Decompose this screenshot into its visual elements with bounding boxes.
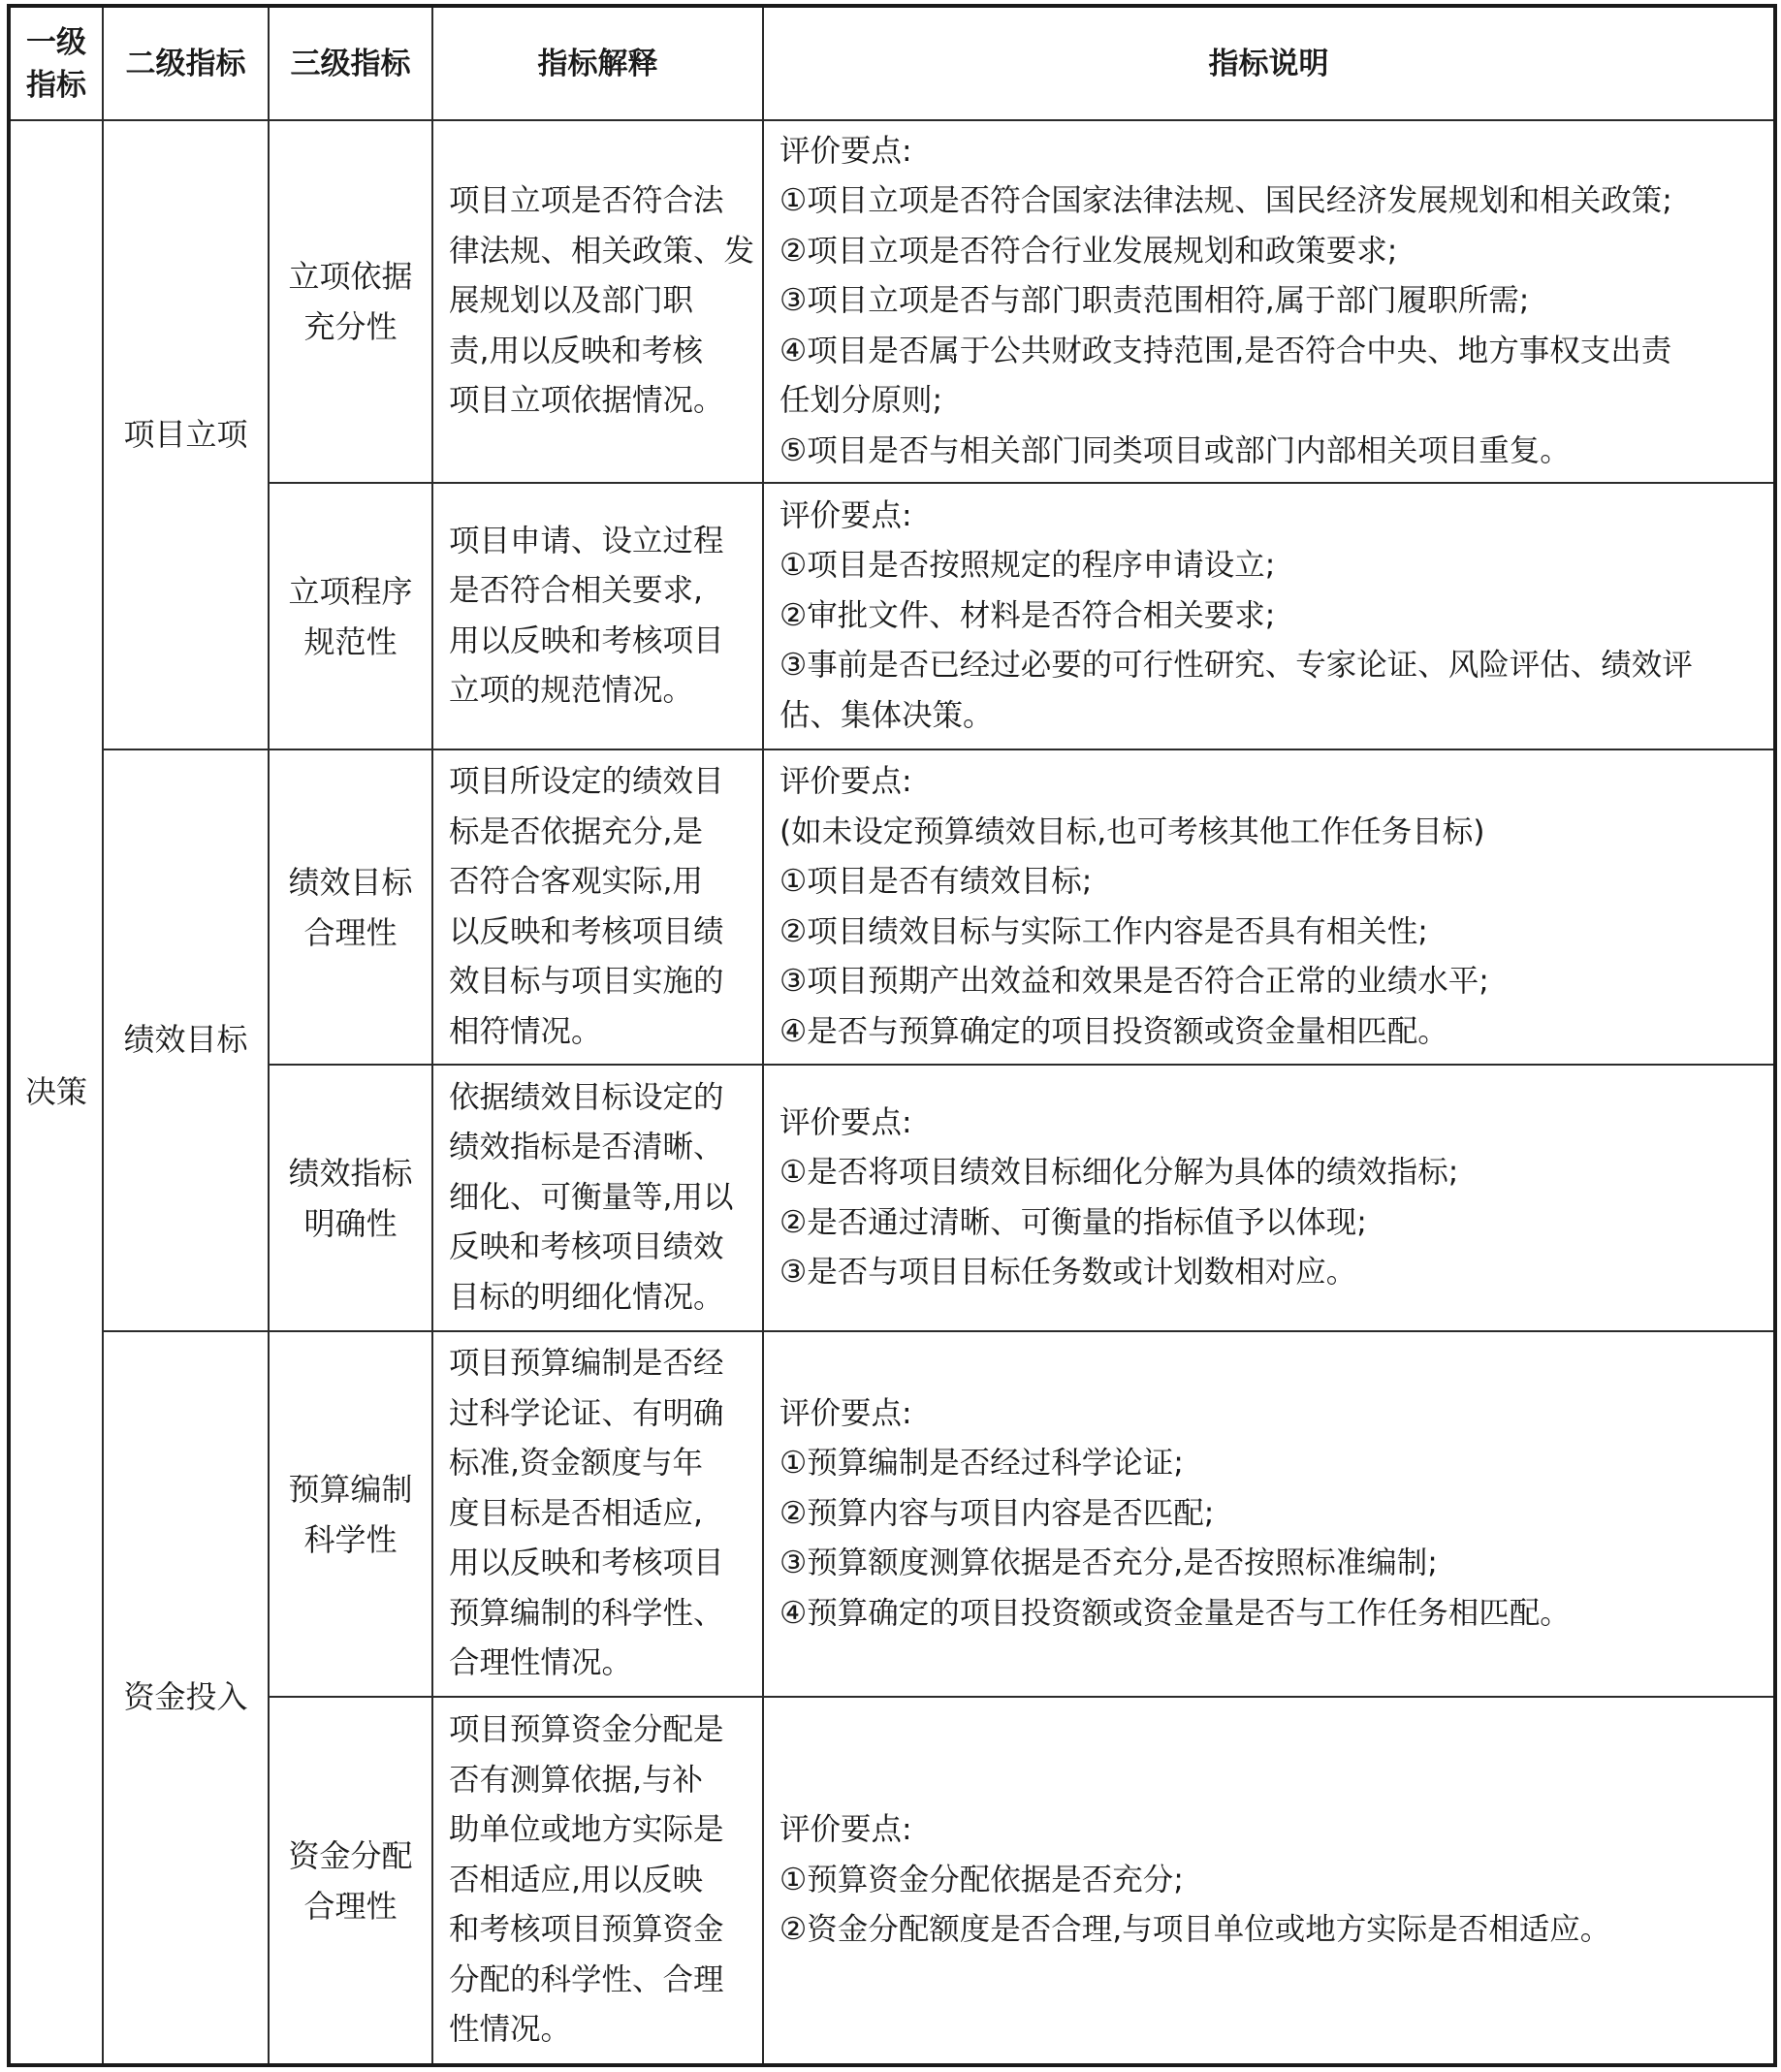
level3-cell: 绩效指标 明确性 bbox=[269, 1065, 432, 1331]
level2-cell: 项目立项 bbox=[103, 120, 269, 749]
explanation-cell: 项目预算编制是否经 过科学论证、有明确 标准,资金额度与年 度目标是否相适应, 用以反映和考核项目 预算编制的科学性、 合理性情况。 bbox=[432, 1331, 763, 1697]
header-level2: 二级指标 bbox=[103, 6, 269, 120]
explanation-cell: 项目所设定的绩效目 标是否依据充分,是 否符合客观实际,用 以反映和考核项目绩 效目标与项目实施的 相符情况。 bbox=[432, 749, 763, 1065]
description-cell: 评价要点: (如未设定预算绩效目标,也可考核其他工作任务目标) ①项目是否有绩效目标; ②项目绩效目标与实际工作内容是否具有相关性; ③项目预期产出效益和效果是否符合正常的业绩水平; ④是否与预算确定的项目投资额或资金量相匹配。 bbox=[763, 749, 1775, 1065]
level1-cell: 决策 bbox=[9, 120, 103, 2065]
header-explanation: 指标解释 bbox=[432, 6, 763, 120]
header-row bbox=[9, 6, 1775, 120]
header-level3: 三级指标 bbox=[269, 6, 432, 120]
level3-cell: 立项程序 规范性 bbox=[269, 483, 432, 749]
level3-cell: 预算编制 科学性 bbox=[269, 1331, 432, 1697]
explanation-cell: 项目立项是否符合法 律法规、相关政策、发 展规划以及部门职 责,用以反映和考核 项目立项依据情况。 bbox=[432, 120, 763, 483]
level2-cell: 绩效目标 bbox=[103, 749, 269, 1331]
explanation-cell: 项目预算资金分配是 否有测算依据,与补 助单位或地方实际是 否相适应,用以反映 和考核项目预算资金 分配的科学性、合理 性情况。 bbox=[432, 1697, 763, 2065]
indicator-table bbox=[7, 4, 1777, 2067]
level3-cell: 立项依据 充分性 bbox=[269, 120, 432, 483]
table-row bbox=[9, 483, 1775, 749]
description-cell: 评价要点: ①项目是否按照规定的程序申请设立; ②审批文件、材料是否符合相关要求; ③事前是否已经过必要的可行性研究、专家论证、风险评估、绩效评 估、集体决策。 bbox=[763, 483, 1775, 749]
table-row bbox=[9, 749, 1775, 1065]
table-row bbox=[9, 1331, 1775, 1697]
header-description: 指标说明 bbox=[763, 6, 1775, 120]
description-cell: 评价要点: ①预算编制是否经过科学论证; ②预算内容与项目内容是否匹配; ③预算额度测算依据是否充分,是否按照标准编制; ④预算确定的项目投资额或资金量是否与工作任务相匹配。 bbox=[763, 1331, 1775, 1697]
explanation-cell: 项目申请、设立过程 是否符合相关要求, 用以反映和考核项目 立项的规范情况。 bbox=[432, 483, 763, 749]
level2-cell: 资金投入 bbox=[103, 1331, 269, 2065]
table-row bbox=[9, 1065, 1775, 1331]
description-cell: 评价要点: ①项目立项是否符合国家法律法规、国民经济发展规划和相关政策; ②项目立项是否符合行业发展规划和政策要求; ③项目立项是否与部门职责范围相符,属于部门履职所需; ④项目是否属于公共财政支持范围,是否符合中央、地方事权支出责 任划分原则; ⑤项目是否与相关部门同类项目或部门内部相关项目重复。 bbox=[763, 120, 1775, 483]
description-cell: 评价要点: ①预算资金分配依据是否充分; ②资金分配额度是否合理,与项目单位或地方实际是否相适应。 bbox=[763, 1697, 1775, 2065]
table-row bbox=[9, 1697, 1775, 2065]
level3-cell: 资金分配 合理性 bbox=[269, 1697, 432, 2065]
description-cell: 评价要点: ①是否将项目绩效目标细化分解为具体的绩效指标; ②是否通过清晰、可衡量的指标值予以体现; ③是否与项目目标任务数或计划数相对应。 bbox=[763, 1065, 1775, 1331]
header-level1: 一级 指标 bbox=[9, 6, 103, 120]
level3-cell: 绩效目标 合理性 bbox=[269, 749, 432, 1065]
table-row bbox=[9, 120, 1775, 483]
explanation-cell: 依据绩效目标设定的 绩效指标是否清晰、 细化、可衡量等,用以 反映和考核项目绩效 目标的明细化情况。 bbox=[432, 1065, 763, 1331]
